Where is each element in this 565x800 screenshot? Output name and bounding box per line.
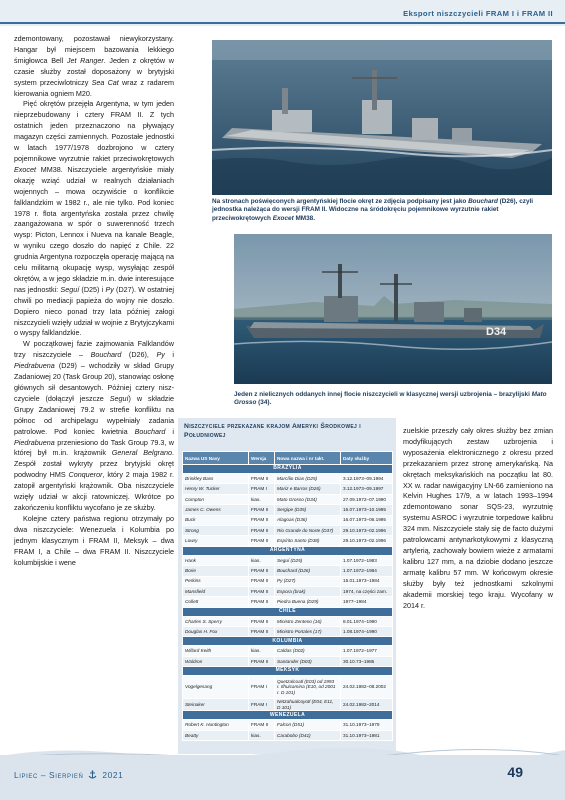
version-cell: FRAM I (249, 484, 275, 494)
service-dates-cell: 1.07.1972–1983 (341, 555, 393, 565)
service-dates-cell: 16.07.1973–10.1995 (341, 505, 393, 515)
photo-destroyer-bouchard (212, 40, 552, 195)
header-cell-us-name: Nazwa US Navy (183, 452, 249, 465)
ships-table-title: Niszczyciele przekazane krajom Ameryki Środkowej i Południowej (184, 423, 361, 439)
service-dates-cell: 29.10.1973–02.1996 (341, 536, 393, 546)
table-row (183, 616, 393, 626)
service-dates-cell: 29.10.1973–02.1996 (341, 525, 393, 535)
photo2-caption: Jeden z nielicznych oddanych innej flocie niszczycieli w klasycznej wersji uzbrojenia – brazylijski Mato Grosso (34). (234, 391, 547, 407)
right-column-text (403, 426, 553, 611)
new-name-cell: Rio Grande do Norte (D37) (275, 525, 341, 535)
us-name-cell: Willard Keith (183, 646, 249, 656)
us-name-cell: Henry W. Tucker (183, 484, 249, 494)
us-name-cell: Strong (183, 525, 249, 535)
table-row (183, 627, 393, 637)
us-name-cell: Perkins (183, 576, 249, 586)
country-label: WENEZUELA (183, 711, 393, 720)
table-row (183, 515, 393, 525)
service-dates-cell: 3.12.1973–09.1994 (341, 474, 393, 484)
table-row (183, 536, 393, 546)
table-group-row (183, 465, 393, 474)
us-name-cell: Vogelgesang (183, 676, 249, 699)
header-rule (0, 22, 565, 24)
new-name-cell: Espora (brak) (275, 586, 341, 596)
us-name-cell: Mansfield (183, 586, 249, 596)
version-cell: FRAM II (249, 597, 275, 607)
table-row (183, 484, 393, 494)
country-label: MEKSYK (183, 667, 393, 676)
service-dates-cell: 24.02.1982–2014 (341, 699, 393, 711)
table-group-row (183, 667, 393, 676)
hull-number-text: D34 (486, 326, 507, 338)
new-name-cell: Piedra Buena (D29) (275, 597, 341, 607)
service-dates-cell: 16.07.1973–06.1995 (341, 515, 393, 525)
table-group-row (183, 546, 393, 555)
us-name-cell: Charles S. Sperry (183, 616, 249, 626)
country-label: CHILE (183, 607, 393, 616)
service-dates-cell: 1977–1984 (341, 597, 393, 607)
table-row (183, 505, 393, 515)
new-name-cell: Falcon (D51) (275, 720, 341, 730)
destroyer-photo-2 (234, 234, 552, 384)
country-label: BRAZYLIA (183, 465, 393, 474)
new-name-cell: Py (D27) (275, 576, 341, 586)
service-dates-cell: 24.02.1982–08.2002 (341, 676, 393, 699)
us-name-cell: Beatty (183, 730, 249, 740)
version-cell: FRAM II (249, 627, 275, 637)
service-dates-cell: 1.08.1974–1990 (341, 627, 393, 637)
version-cell: FRAM II (249, 505, 275, 515)
table-row (183, 597, 393, 607)
new-name-cell: Carabobo (D41) (275, 730, 341, 740)
version-cell: kias. (249, 555, 275, 565)
table-row (183, 676, 393, 699)
left-col-paragraph-4: Kolejne cztery państwa regionu otrzymały po dwa niszczyciele: Wenezuela i Kolumbia po jednym klasycznym i FRAM II, Meksyk – dwa FRAM I, a Chile – dwa FRAM II. Niszczyciele kolumbijskie i wene (14, 513, 174, 567)
us-name-cell: Lowry (183, 536, 249, 546)
version-cell: FRAM II (249, 656, 275, 666)
version-cell: FRAM II (249, 536, 275, 546)
new-name-cell: Mariz e Barros (D26) (275, 484, 341, 494)
header-cell-version: Wersja (249, 452, 275, 465)
table-group-row (183, 637, 393, 646)
us-name-cell: Hank (183, 555, 249, 565)
us-name-cell: Collett (183, 597, 249, 607)
photo1-caption: Na stronach poświęconych argentyńskiej flocie okręt ze zdjęcia podpisany jest jako Bouchard (D26), czyli jednostka należąca do wersji FRAM II. Widoczne na śródokręciu pojemnikowe wyrzutnie rakiet przeciwokrętowych Exocet MM38. (212, 198, 534, 222)
country-label: ARGENTYNA (183, 546, 393, 555)
service-dates-cell: 31.10.1973–1981 (341, 730, 393, 740)
service-dates-cell: 15.01.1973–1984 (341, 576, 393, 586)
country-label: KOLUMBIA (183, 637, 393, 646)
version-cell: kias. (249, 730, 275, 740)
ships-table-header-row (183, 452, 393, 465)
table-row (183, 699, 393, 711)
service-dates-cell: 1974, na części zam. (341, 586, 393, 596)
us-name-cell: Borie (183, 566, 249, 576)
version-cell: FRAM II (249, 720, 275, 730)
service-dates-cell: 8.01.1974–1990 (341, 616, 393, 626)
us-name-cell: James C. Owens (183, 505, 249, 515)
table-row (183, 494, 393, 504)
version-cell: FRAM II (249, 586, 275, 596)
new-name-cell: Seguí (D25) (275, 555, 341, 565)
us-name-cell: Steinaker (183, 699, 249, 711)
version-cell: FRAM II (249, 566, 275, 576)
us-name-cell: Douglas H. Fox (183, 627, 249, 637)
table-row (183, 646, 393, 656)
running-header-title: Eksport niszczycieli FRAM I i FRAM II (403, 9, 553, 18)
new-name-cell: Santander (D03) (275, 656, 341, 666)
new-name-cell: Netzahualcoyotl (E04, E11, D 101) (275, 699, 341, 711)
left-column-text (14, 34, 174, 568)
service-dates-cell: 1.07.1972–1977 (341, 646, 393, 656)
us-name-cell: Buck (183, 515, 249, 525)
version-cell: kias. (249, 646, 275, 656)
service-dates-cell: 30.10.73–1986 (341, 656, 393, 666)
version-cell: FRAM II (249, 525, 275, 535)
table-row (183, 576, 393, 586)
new-name-cell: Quetzalcoatl (E03) od 1993 r. Ilhuicamina (E10, od 2001 r. D 101) (275, 676, 341, 699)
version-cell: FRAM II (249, 515, 275, 525)
service-dates-cell: 27.09.1972–07.1990 (341, 494, 393, 504)
new-name-cell: Bouchard (D26) (275, 566, 341, 576)
new-name-cell: Sergipe (D35) (275, 505, 341, 515)
left-col-paragraph-1: zdemontowany, pozostawał niewykorzystany. Hangar był miejscem bazowania lekkiego śmigłowca Bell Jet Ranger. Jeden z okrętów w czasie służby został doposażony w brytyjski system przeciwlotniczy Sea Cat wraz z radarem kierowania ogniem M20. (14, 34, 174, 98)
new-name-cell: Alagoas (D36) (275, 515, 341, 525)
version-cell: FRAM II (249, 474, 275, 484)
version-cell: FRAM II (249, 576, 275, 586)
new-name-cell: Espírito Santo (D38) (275, 536, 341, 546)
version-cell: kias. (249, 494, 275, 504)
table-group-row (183, 711, 393, 720)
footer-issue-months: Lipiec – Sierpień (14, 770, 84, 781)
photo-destroyer-mato-grosso (234, 234, 552, 384)
table-row (183, 656, 393, 666)
table-row (183, 555, 393, 565)
header-cell-service-dates: Daty służby (341, 452, 393, 465)
new-name-cell: Caldas (D02) (275, 646, 341, 656)
new-name-cell: Mato Grosso (D34) (275, 494, 341, 504)
service-dates-cell: 1.07.1972–1984 (341, 566, 393, 576)
us-name-cell: Compton (183, 494, 249, 504)
left-col-paragraph-3: W początkowej fazie zajmowania Falklandów trzy niszczyciele – Bouchard (D26), Py i Piedrabuena (D29) – wchodziły w skład Grupy Zadaniowej 20 (Task Group 20), stanowiąc osłonę głównych sił desantowych. Później cztery niszczyciele (dołączył jeszcze Seguí) w składzie Grupy Zadaniowej 79.2 w strefie konfliktu na północ od archipelagu wypełniały zadania patrolowe. Pod koniec kwietnia Bouchard i Piedrabuena przeniesiono do Task Group 79.3, w której był m.in. krążownik General Belgrano. Zespół został wykryty przez brytyjski okręt podwodny HMS Conqueror, który 2 maja 1982 r. zatopił argentyński krążownik. Oba niszczyciele wzięły udział w akcji ratowniczej. Wkrótce po zakończeniu konfliktu wycofano je ze służby. (14, 339, 175, 512)
table-row (183, 730, 393, 740)
table-row (183, 586, 393, 596)
footer-issue (14, 770, 123, 782)
right-col-paragraph-1: zuelskie przeszły cały okres służby bez zmian modyfikujących zestaw uzbrojenia i wyposażenia elektronicznego z okresu przed przekazaniem przez stronę amerykańską. Na okrętach meksykańskich na początku lat 80. XX w. radar nawigacyjny LN-66 zamieniono na Kelvin Hughes 17/9, a w latach 1993–1994 zdemontowano sonar SQS-23, wyrzutnię systemu ASROC i wyrzutnie torpedowe kalibru 324 mm. Niszczyciele stały się de facto dużymi patrolowcami antynarkotykowymi z klasyczną artylerią, zachowały bowiem wieże z armatami kalibru 127 mm, a na dziobie dodano jeszcze armatę kalibru 57 mm. W końcowym okresie służby były też jednostkami szkolnymi akademii morskiej tego kraju. Wycofany w 2014 r. (403, 426, 553, 610)
new-name-cell: Ministro Zenteno (16) (275, 616, 341, 626)
page-number: 49 (507, 764, 523, 780)
us-name-cell: Waldron (183, 656, 249, 666)
ships-table (182, 451, 393, 741)
destroyer-photo-1 (212, 40, 552, 195)
table-row (183, 720, 393, 730)
footer-issue-year: 2021 (102, 770, 124, 781)
us-name-cell: Brinkley Bass (183, 474, 249, 484)
us-name-cell: Robert K. Huntington (183, 720, 249, 730)
header-cell-new-name: Nowa nazwa i nr takt. (275, 452, 341, 465)
ships-table-body (183, 465, 393, 741)
table-row (183, 525, 393, 535)
new-name-cell: Marcílio Dias (D25) (275, 474, 341, 484)
version-cell: FRAM II (249, 616, 275, 626)
table-group-row (183, 607, 393, 616)
new-name-cell: Ministro Portales (17) (275, 627, 341, 637)
anchor-icon (88, 770, 97, 782)
service-dates-cell: 3.12.1973–09.1997 (341, 484, 393, 494)
table-row (183, 566, 393, 576)
service-dates-cell: 31.10.1973–1979 (341, 720, 393, 730)
version-cell: FRAM I (249, 699, 275, 711)
version-cell: FRAM I (249, 676, 275, 699)
table-row (183, 474, 393, 484)
left-col-paragraph-2: Pięć okrętów przejęła Argentyna, w tym jeden nieprzebudowany i cztery FRAM II. Z tych ostatnich jeden przeznaczono na pływający magazyn części zamiennych. Pozostałe jednostki w latach 1977/1978 dozbrojono w cztery pojemnikowe wyrzutnie rakiet przeciwokrętowych Exocet MM38. Niszczyciele argentyńskie miały okazję wziąć udział w realnych działaniach wojennych – mowa oczywiście o konflikcie falklandzkim w 1982 r., ale nie tylko. Pod koniec 1978 r. flota argentyńska została przez chwilę zaangażowana w spór o suwerenność trzech wysp: Picton, Lennox i Nueva na kanale Beagle, w wyniku czego doszło do napięć z Chile. 22 grudnia Argentyna rozpoczęła operację mającą na celu militarną okupację wysp, wysyłając zespół okrętów, a w jego składzie m.in. dwie interesujące nas jednostki: Seguí (D25) i Py (D27). W ostatniej chwili po mediacji papieża do wojny nie doszło. Dopiero nieco ponad trzy lata później załogi niszczycieli wzięły udział w wojnie z Brytyjczykami o wyspy falklandzkie. (14, 99, 175, 338)
